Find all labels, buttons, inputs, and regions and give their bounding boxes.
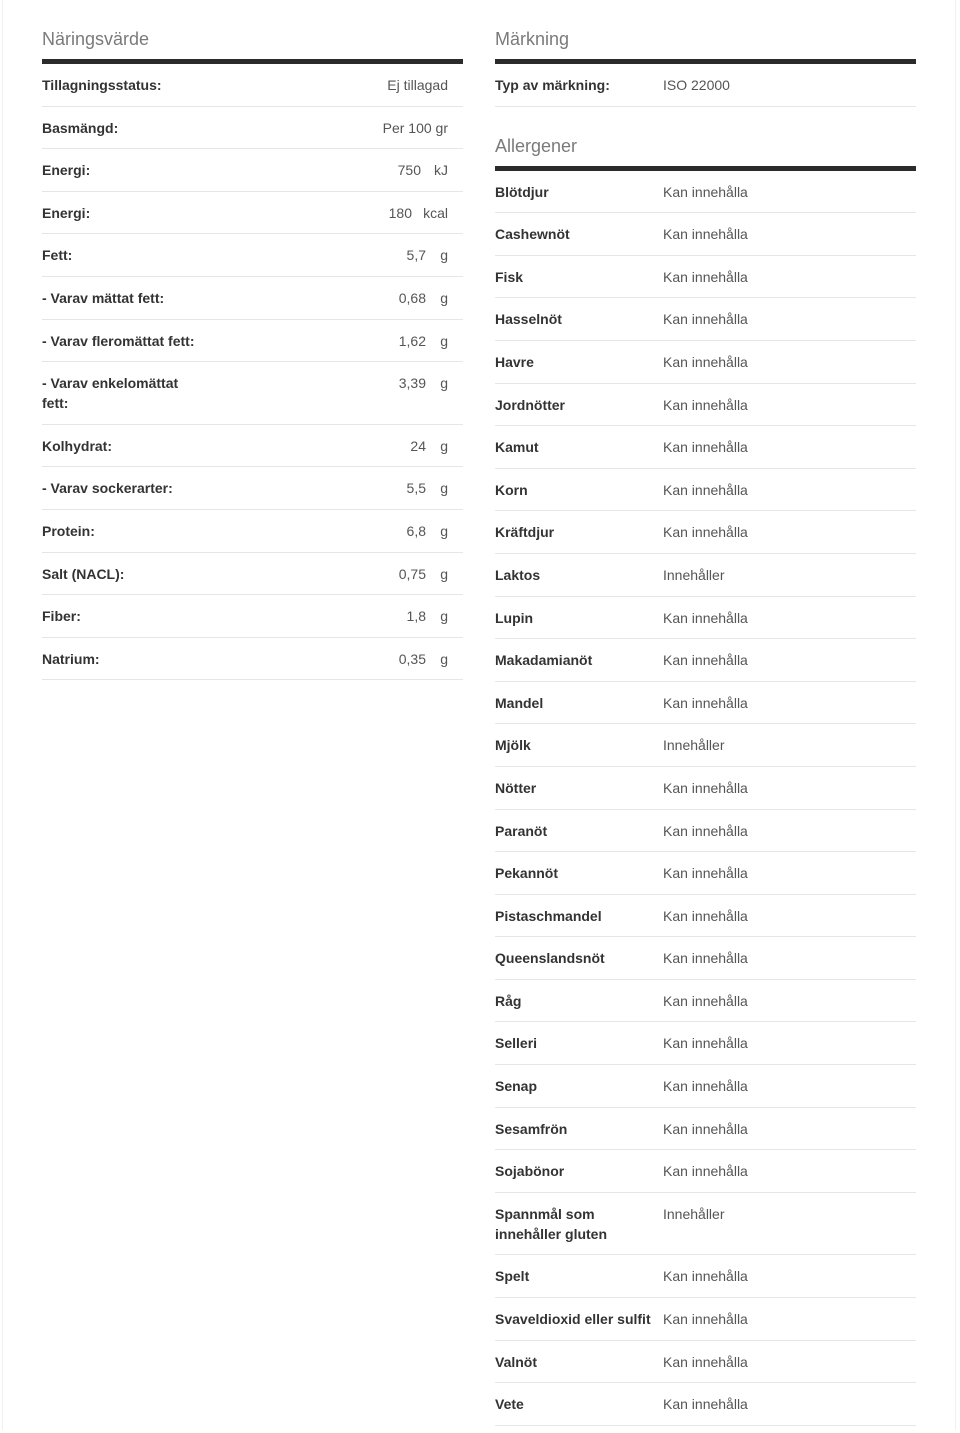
allergen-status: Kan innehålla <box>663 1396 748 1413</box>
nutrition-unit: g <box>440 437 448 454</box>
nutrition-table <box>42 64 463 680</box>
allergen-status: Kan innehålla <box>663 652 748 669</box>
allergen-row <box>495 256 916 299</box>
allergen-row <box>495 639 916 682</box>
allergen-row <box>495 937 916 980</box>
nutrition-row-fat <box>42 234 463 277</box>
allergen-row <box>495 426 916 469</box>
allergen-status: Kan innehålla <box>663 992 748 1009</box>
allergen-name: Laktos <box>495 566 541 583</box>
allergen-name: Pistaschmandel <box>495 907 602 924</box>
nutrition-row-carbohydrate <box>42 425 463 468</box>
allergen-name: Svaveldioxid eller sulfit <box>495 1311 651 1328</box>
nutrition-unit: g <box>440 289 448 306</box>
nutrition-label: Fiber: <box>42 608 81 625</box>
allergen-row <box>495 469 916 512</box>
allergen-row <box>495 724 916 767</box>
labeling-label: Typ av märkning: <box>495 77 610 93</box>
nutrition-row-energy-kj <box>42 149 463 192</box>
nutrition-value: 5,5 g <box>406 480 448 497</box>
allergen-status: Kan innehålla <box>663 439 748 456</box>
labeling-value: ISO 22000 <box>663 77 730 93</box>
allergen-row <box>495 171 916 214</box>
allergen-row <box>495 1255 916 1298</box>
nutrition-unit: g <box>440 608 448 625</box>
nutrition-label: Energi: <box>42 204 91 221</box>
allergen-status: Kan innehålla <box>663 822 748 839</box>
allergen-row <box>495 682 916 725</box>
nutrition-row-basis <box>42 107 463 150</box>
allergen-name: Kamut <box>495 439 539 456</box>
nutrition-label: - Varav sockerarter: <box>42 480 173 497</box>
nutrition-unit: g <box>440 565 448 582</box>
allergen-status: Kan innehålla <box>663 1120 748 1137</box>
allergen-name: Råg <box>495 992 522 1009</box>
allergen-name: Senap <box>495 1078 538 1095</box>
allergen-name: Cashewnöt <box>495 226 570 243</box>
nutrition-unit: g <box>440 332 448 349</box>
nutrition-row-monounsaturated-fat <box>42 362 463 425</box>
allergen-status: Kan innehålla <box>663 1311 748 1328</box>
allergen-name: Hasselnöt <box>495 311 562 328</box>
nutrition-value: Ej tillagad <box>387 77 448 93</box>
nutrition-value: 5,7 g <box>406 247 448 264</box>
allergen-name: Pekannöt <box>495 865 559 882</box>
allergen-status: Kan innehålla <box>663 950 748 967</box>
nutrition-value: 6,8 g <box>406 522 448 539</box>
labeling-title: Märkning <box>495 29 570 49</box>
allergen-status: Kan innehålla <box>663 311 748 328</box>
allergen-name: Fisk <box>495 268 524 285</box>
allergen-name: Blötdjur <box>495 183 549 200</box>
nutrition-row-protein <box>42 510 463 553</box>
allergen-status: Kan innehålla <box>663 694 748 711</box>
allergen-row <box>495 1150 916 1193</box>
allergen-status: Kan innehålla <box>663 268 748 285</box>
allergen-name: Nötter <box>495 779 537 796</box>
nutrition-label: Natrium: <box>42 650 100 667</box>
allergen-row <box>495 767 916 810</box>
nutrition-row-preparation <box>42 64 463 107</box>
nutrition-unit: g <box>440 247 448 264</box>
allergen-name: Lupin <box>495 609 534 626</box>
allergen-status: Kan innehålla <box>663 1268 748 1285</box>
allergen-status: Kan innehålla <box>663 609 748 626</box>
allergen-name: Makadamianöt <box>495 652 593 669</box>
allergen-row <box>495 298 916 341</box>
nutrition-label: Protein: <box>42 522 95 539</box>
allergen-row <box>495 1298 916 1341</box>
allergen-row <box>495 1383 916 1426</box>
allergen-row <box>495 1341 916 1384</box>
allergen-row <box>495 980 916 1023</box>
labeling-section <box>495 0 916 1426</box>
allergen-row <box>495 810 916 853</box>
nutrition-unit: g <box>440 522 448 539</box>
allergens-title: Allergener <box>495 135 578 156</box>
allergen-row <box>495 341 916 384</box>
allergen-row <box>495 213 916 256</box>
allergen-name: Jordnötter <box>495 396 565 413</box>
allergen-name: Vete <box>495 1396 524 1413</box>
allergen-status: Kan innehålla <box>663 1353 748 1370</box>
nutrition-label: Fett: <box>42 247 73 264</box>
nutrition-unit: g <box>440 480 448 497</box>
allergen-name: Kräftdjur <box>495 524 555 541</box>
nutrition-unit: g <box>440 375 448 392</box>
nutrition-value: Per 100 gr <box>382 119 448 136</box>
nutrition-label: Energi: <box>42 162 91 179</box>
allergen-status: Kan innehålla <box>663 226 748 243</box>
nutrition-label: - Varav mättat fett: <box>42 289 165 306</box>
nutrition-label: Salt (NACL): <box>42 565 125 582</box>
allergen-name: Korn <box>495 481 528 498</box>
nutrition-row-energy-kcal <box>42 192 463 235</box>
nutrition-value: 180 kcal <box>388 204 448 221</box>
allergen-status: Kan innehålla <box>663 524 748 541</box>
allergen-name: Selleri <box>495 1035 538 1052</box>
allergen-status: Kan innehålla <box>663 1035 748 1052</box>
allergen-status: Kan innehålla <box>663 183 748 200</box>
allergen-row <box>495 1193 916 1256</box>
nutrition-value: 0,35 g <box>398 650 448 667</box>
allergen-row <box>495 1022 916 1065</box>
nutrition-row-fiber <box>42 595 463 638</box>
allergen-name: Mandel <box>495 694 544 711</box>
allergen-name: Havre <box>495 353 534 370</box>
nutrition-label: Tillagningsstatus: <box>42 77 162 93</box>
allergen-row <box>495 895 916 938</box>
nutrition-row-saturated-fat <box>42 277 463 320</box>
nutrition-value: 3,39 g <box>398 375 448 392</box>
nutrition-value: 1,62 g <box>398 332 448 349</box>
nutrition-row-sodium <box>42 638 463 681</box>
nutrition-label: Kolhydrat: <box>42 437 112 454</box>
allergen-name: Spelt <box>495 1268 530 1285</box>
allergen-status: Kan innehålla <box>663 865 748 882</box>
nutrition-unit: kJ <box>434 162 448 179</box>
nutrition-value: 0,75 g <box>398 565 448 582</box>
nutrition-label: Basmängd: <box>42 119 119 136</box>
allergen-status: Kan innehålla <box>663 907 748 924</box>
nutrition-section <box>42 0 463 680</box>
allergen-status: Kan innehålla <box>663 1163 748 1180</box>
allergen-row <box>495 1108 916 1151</box>
allergen-row <box>495 384 916 427</box>
allergen-name: Sesamfrön <box>495 1120 568 1137</box>
allergen-row <box>495 554 916 597</box>
nutrition-value: 0,68 g <box>398 289 448 306</box>
nutrition-row-salt <box>42 553 463 596</box>
nutrition-value: 1,8 g <box>406 608 448 625</box>
allergen-status: Kan innehålla <box>663 779 748 796</box>
allergen-name: Mjölk <box>495 737 531 754</box>
nutrition-unit: g <box>440 650 448 667</box>
allergen-status: Innehåller <box>663 566 725 583</box>
nutrition-unit: kcal <box>423 204 448 221</box>
allergen-status: Kan innehålla <box>663 353 748 370</box>
nutrition-row-polyunsaturated-fat <box>42 320 463 363</box>
allergen-name: Valnöt <box>495 1353 538 1370</box>
nutrition-value: 750 kJ <box>397 162 448 179</box>
allergen-status: Innehåller <box>663 1205 725 1222</box>
allergen-row <box>495 852 916 895</box>
nutrition-value: 24 g <box>410 437 448 454</box>
allergen-name: Sojabönor <box>495 1163 565 1180</box>
allergen-row <box>495 1065 916 1108</box>
nutrition-label: - Varav enkelomättat fett: <box>42 375 179 412</box>
allergen-status: Innehåller <box>663 737 725 754</box>
allergen-status: Kan innehålla <box>663 1078 748 1095</box>
allergen-name: Spannmål som innehåller gluten <box>495 1205 608 1242</box>
nutrition-title: Näringsvärde <box>42 29 150 49</box>
allergen-row <box>495 597 916 640</box>
allergen-name: Queenslandsnöt <box>495 950 605 967</box>
allergens-table <box>495 171 916 1426</box>
allergen-status: Kan innehålla <box>663 396 748 413</box>
allergen-status: Kan innehålla <box>663 481 748 498</box>
labeling-row-type <box>495 64 916 107</box>
allergen-name: Paranöt <box>495 822 548 839</box>
nutrition-label: - Varav fleromättat fett: <box>42 332 195 349</box>
nutrition-row-sugars <box>42 467 463 510</box>
allergen-row <box>495 511 916 554</box>
